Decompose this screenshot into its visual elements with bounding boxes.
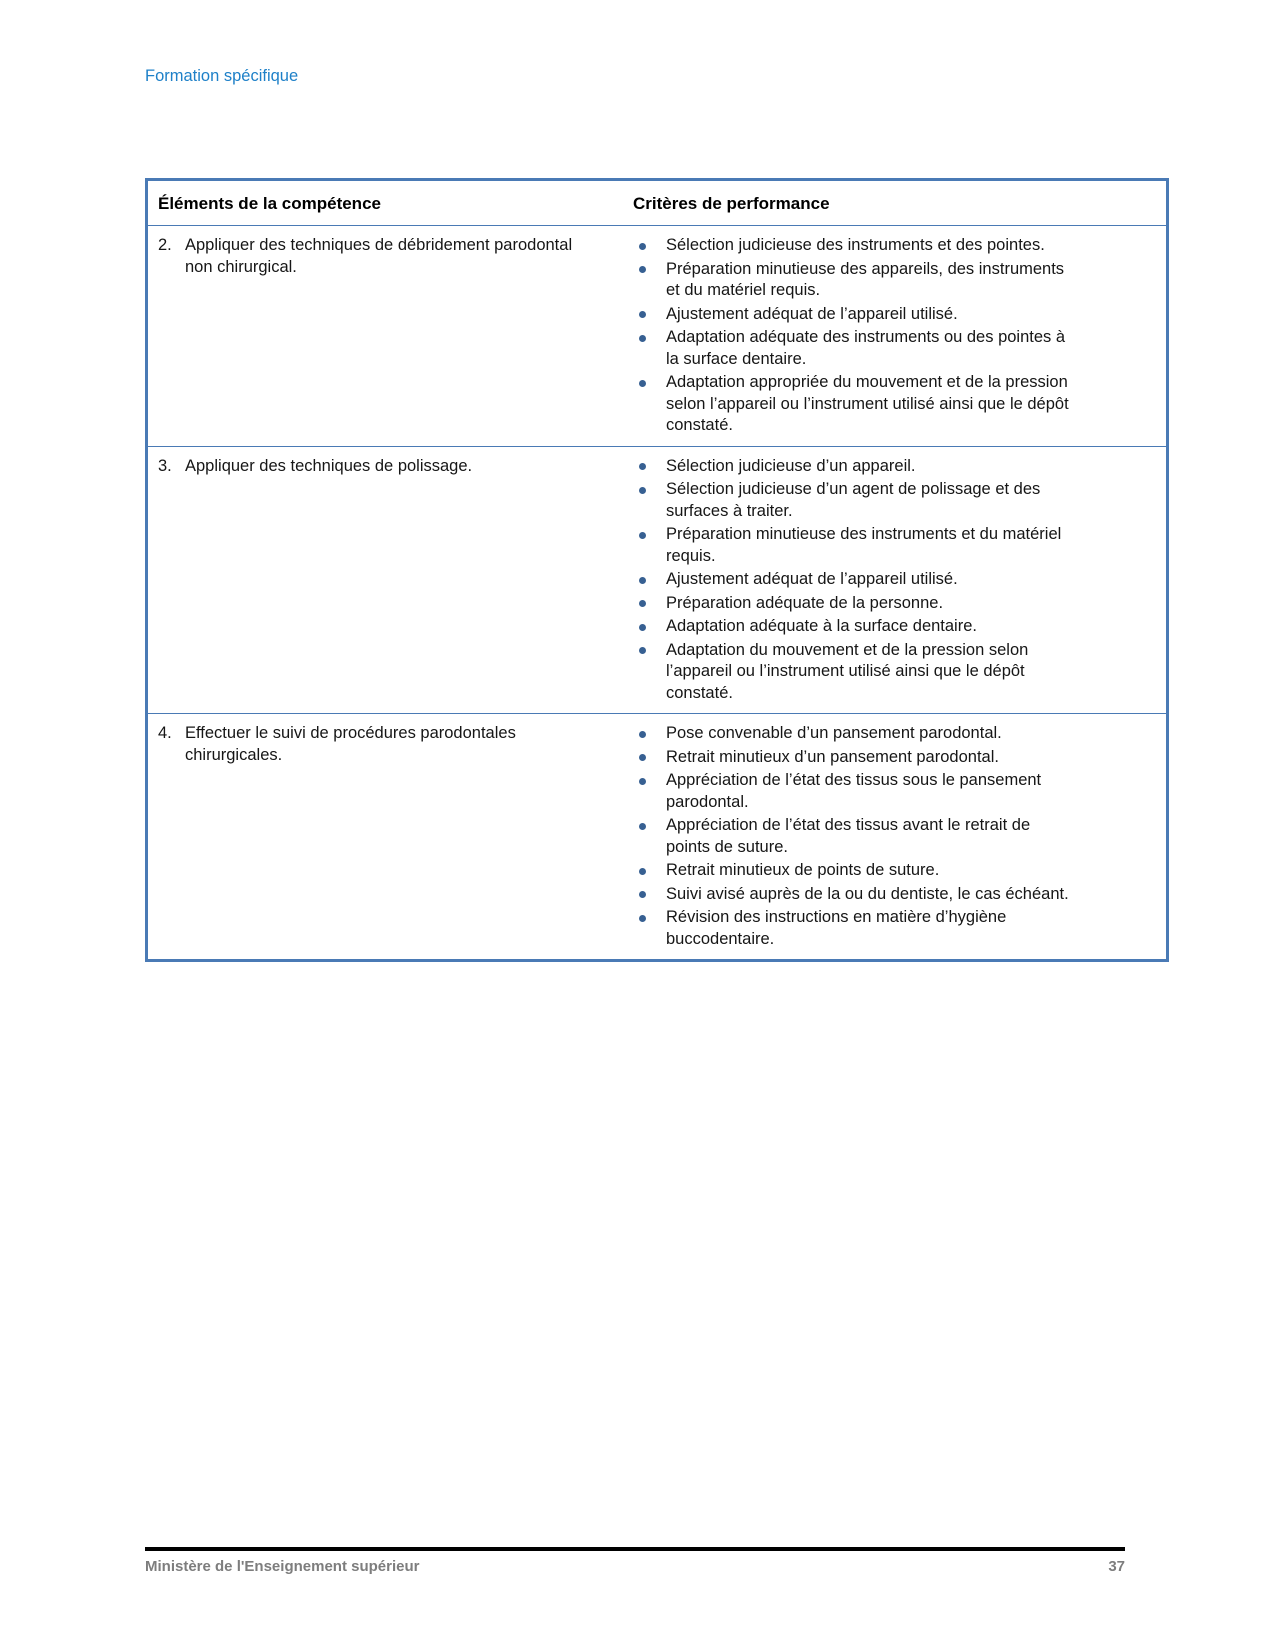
criteria-text: Appréciation de l’état des tissus avant le retrait de points de suture.: [666, 816, 1031, 856]
criteria-item: [621, 860, 1078, 882]
criteria-cell: [621, 226, 1168, 447]
bullet-icon: [639, 335, 646, 342]
competence-table: [145, 178, 1169, 962]
criteria-item: [621, 327, 1078, 370]
bullet-icon: [639, 487, 646, 494]
bullet-icon: [639, 731, 646, 738]
column-header-elements: Éléments de la compétence: [147, 180, 622, 226]
criteria-text: Adaptation adéquate des instruments ou des pointes à la surface dentaire.: [666, 328, 1066, 368]
bullet-icon: [639, 532, 646, 539]
criteria-text: Révision des instructions en matière d’hygiène buccodentaire.: [666, 908, 1007, 948]
page-footer: [145, 1547, 1125, 1575]
criteria-text: Ajustement adéquat de l’appareil utilisé.: [666, 570, 958, 588]
criteria-text: Retrait minutieux de points de suture.: [666, 861, 940, 879]
bullet-icon: [639, 891, 646, 898]
criteria-item: [621, 616, 1078, 638]
bullet-icon: [639, 380, 646, 387]
criteria-text: Sélection judicieuse d’un appareil.: [666, 456, 916, 475]
criteria-item: [621, 569, 1078, 591]
criteria-text: Pose convenable d’un pansement parodontal.: [666, 724, 1002, 742]
element-text: Appliquer des techniques de polissage.: [185, 456, 473, 475]
table-row: [147, 446, 1168, 714]
criteria-text: Adaptation adéquate à la surface dentaire.: [666, 617, 977, 635]
element-cell: [147, 226, 622, 447]
criteria-list: [621, 723, 1166, 950]
criteria-cell: [621, 714, 1168, 961]
bullet-icon: [639, 823, 646, 830]
element-text: Effectuer le suivi de procédures parodontales chirurgicales.: [185, 724, 516, 764]
page-number: 37: [1108, 1558, 1125, 1575]
element-text: Appliquer des techniques de débridement parodontal non chirurgical.: [185, 236, 573, 276]
bullet-icon: [639, 266, 646, 273]
bullet-icon: [639, 868, 646, 875]
criteria-text: Préparation adéquate de la personne.: [666, 593, 944, 612]
criteria-item: [621, 907, 1078, 950]
criteria-text: Adaptation du mouvement et de la pression selon l’appareil ou l’instrument utilisé ainsi que le dépôt constaté.: [666, 640, 1029, 702]
criteria-text: Suivi avisé auprès de la ou du dentiste, le cas échéant.: [666, 884, 1069, 903]
criteria-text: Ajustement adéquat de l’appareil utilisé.: [666, 304, 958, 323]
criteria-cell: [621, 446, 1168, 714]
criteria-text: Préparation minutieuse des appareils, des instruments et du matériel requis.: [666, 259, 1065, 299]
criteria-text: Préparation minutieuse des instruments et du matériel requis.: [666, 525, 1062, 565]
bullet-icon: [639, 647, 646, 654]
column-header-criteria: Critères de performance: [621, 180, 1168, 226]
criteria-list: [621, 235, 1166, 437]
criteria-item: [621, 747, 1078, 769]
criteria-item: [621, 479, 1078, 522]
running-header: Formation spécifique: [145, 67, 299, 85]
element-number: 2.: [158, 236, 172, 254]
criteria-item: [621, 640, 1078, 705]
criteria-item: [621, 723, 1078, 745]
criteria-item: [621, 524, 1078, 567]
element-number: 4.: [158, 724, 172, 742]
bullet-icon: [639, 754, 646, 761]
criteria-item: [621, 235, 1078, 257]
element-cell: [147, 446, 622, 714]
criteria-item: [621, 884, 1078, 906]
bullet-icon: [639, 243, 646, 250]
criteria-text: Appréciation de l’état des tissus sous le pansement parodontal.: [666, 771, 1042, 811]
criteria-list: [621, 456, 1166, 705]
element-number: 3.: [158, 456, 172, 475]
footer-ministry: Ministère de l'Enseignement supérieur: [145, 1558, 420, 1575]
criteria-item: [621, 593, 1078, 615]
criteria-text: Adaptation appropriée du mouvement et de la pression selon l’appareil ou l’instrument utilisé ainsi que le dépôt constaté.: [666, 373, 1069, 434]
criteria-item: [621, 456, 1078, 478]
criteria-item: [621, 815, 1078, 858]
bullet-icon: [639, 463, 646, 470]
table-row: [147, 714, 1168, 961]
criteria-text: Sélection judicieuse d’un agent de polissage et des surfaces à traiter.: [666, 480, 1041, 520]
criteria-item: [621, 304, 1078, 326]
bullet-icon: [639, 311, 646, 318]
element-cell: [147, 714, 622, 961]
criteria-item: [621, 259, 1078, 302]
table-header-row: [147, 180, 1168, 226]
table-row: [147, 226, 1168, 447]
criteria-text: Retrait minutieux d’un pansement parodontal.: [666, 747, 999, 766]
bullet-icon: [639, 577, 646, 584]
bullet-icon: [639, 778, 646, 785]
bullet-icon: [639, 624, 646, 631]
criteria-text: Sélection judicieuse des instruments et des pointes.: [666, 236, 1045, 254]
criteria-item: [621, 372, 1078, 437]
bullet-icon: [639, 600, 646, 607]
criteria-item: [621, 770, 1078, 813]
bullet-icon: [639, 915, 646, 922]
